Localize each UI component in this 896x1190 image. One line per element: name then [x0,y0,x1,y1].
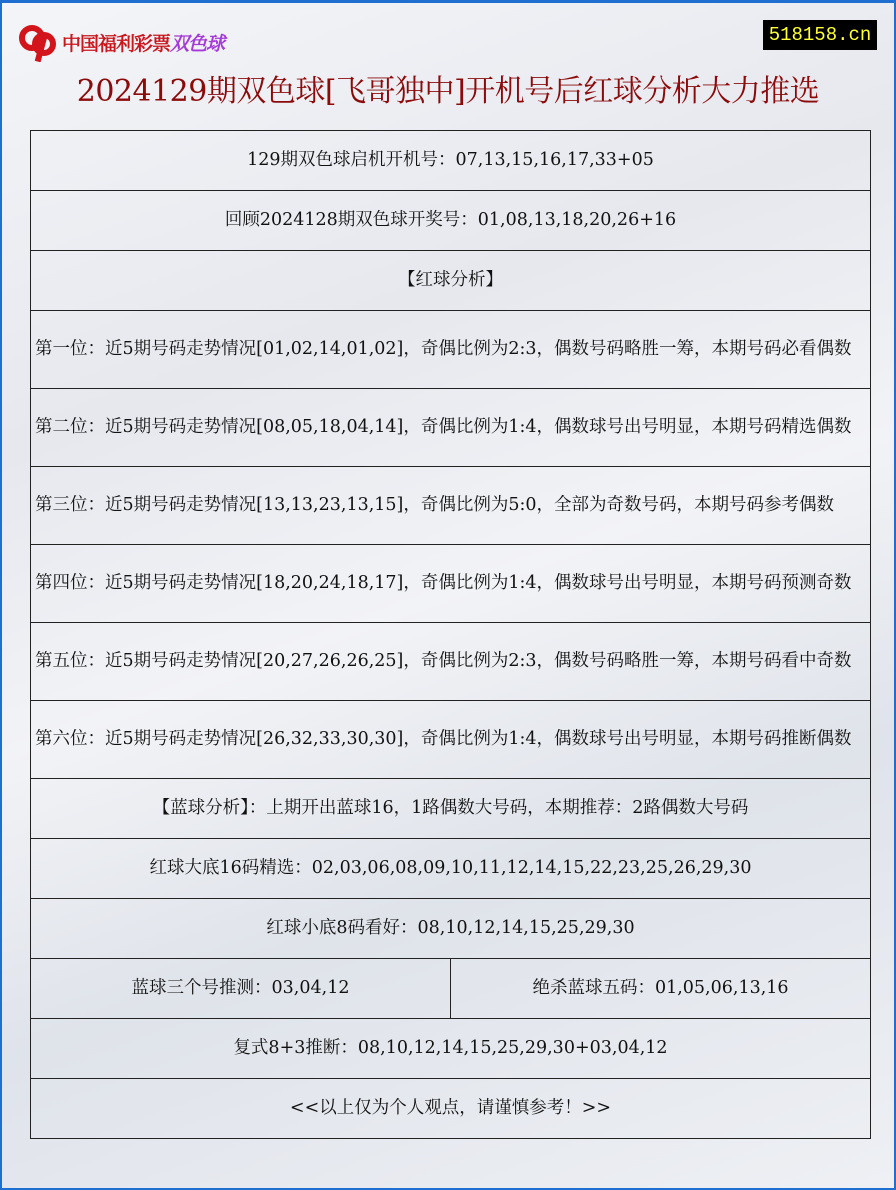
position-analysis: 第一位：近5期号码走势情况[01,02,14,01,02]，奇偶比例为2:3，偶数号码略胜一筹，本期号码必看偶数 [31,311,871,389]
lottery-logo [18,22,224,62]
position-analysis: 第五位：近5期号码走势情况[20,27,26,26,25]，奇偶比例为2:3，偶数号码略胜一筹，本期号码看中奇数 [31,623,871,701]
position-analysis: 第六位：近5期号码走势情况[26,32,33,30,30]，奇偶比例为1:4，偶数球号出号明显，本期号码推断偶数 [31,701,871,779]
disclaimer: <<以上仅为个人观点，请谨慎参考！>> [31,1079,871,1139]
red-16-picks: 红球大底16码精选：02,03,06,08,09,10,11,12,14,15,22,23,25,26,29,30 [31,839,871,899]
blue-kill-5: 绝杀蓝球五码：01,05,06,13,16 [451,959,871,1019]
position-analysis: 第三位：近5期号码走势情况[13,13,23,13,15]，奇偶比例为5:0，全部为奇数号码，本期号码参考偶数 [31,467,871,545]
analysis-table [30,130,871,1139]
blue-3-picks: 蓝球三个号推测：03,04,12 [31,959,451,1019]
blue-analysis: 【蓝球分析】：上期开出蓝球16，1路偶数大号码，本期推荐：2路偶数大号码 [31,779,871,839]
position-analysis: 第四位：近5期号码走势情况[18,20,24,18,17]，奇偶比例为1:4，偶数球号出号明显，本期号码预测奇数 [31,545,871,623]
position-analysis: 第二位：近5期号码走势情况[08,05,18,04,14]，奇偶比例为1:4，偶数球号出号明显，本期号码精选偶数 [31,389,871,467]
previous-draw: 回顾2024128期双色球开奖号：01,08,13,18,20,26+16 [31,191,871,251]
logo-game: 双色球 [170,32,225,55]
red-8-picks: 红球小底8码看好：08,10,12,14,15,25,29,30 [31,899,871,959]
site-badge: 518158.cn [763,20,877,50]
logo-text: 中国福利彩票 [62,32,171,55]
welfare-lottery-logo-icon [18,22,58,62]
kaiji-numbers: 129期双色球启机开机号：07,13,15,16,17,33+05 [31,131,871,191]
compound-bet: 复式8+3推断：08,10,12,14,15,25,29,30+03,04,12 [31,1019,871,1079]
page-title: 2024129期双色球[飞哥独中]开机号后红球分析大力推选 [76,74,820,109]
red-analysis-heading: 【红球分析】 [31,251,871,311]
